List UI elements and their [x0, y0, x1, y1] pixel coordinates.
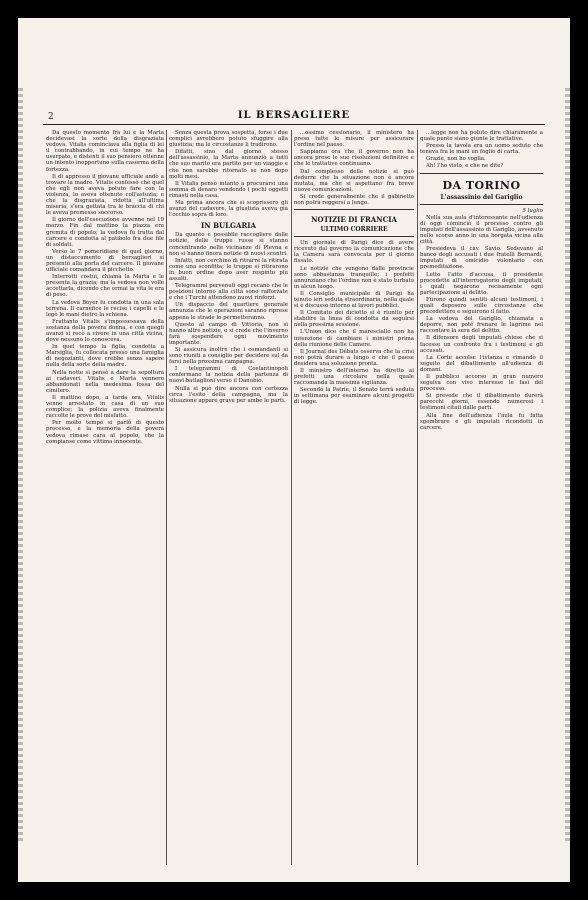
article-paragraph: Da questo momento fra lui e la Marta decidevasi la sorte della disgraziata vedova. Vitalis cominciava alla figlia di lei il contrabbando, in cui tempo ne ha usurpato, e distenti il suo pensiero ottenne un intento inopportuno sulla caserma della fortezza. — [46, 130, 164, 173]
article-paragraph: Sappiamo ora che il governo non ha ancora prese le sue risoluzioni definitive e che le trattative continuano. — [294, 149, 414, 168]
article-paragraph: Il Journal des Débats osserva che la crisi non potrà durare a lungo e che il paese desidera una soluzione pronta. — [294, 348, 414, 367]
article-paragraph: Si assicura inoltre che i comandanti si sono riuniti a consiglio per decidere sul da farsi nella prossima campagna. — [169, 347, 288, 366]
article-paragraph: Il Consiglio municipale di Parigi ha tenuto ieri seduta straordinaria, nella quale si è discusso intorno ai lavori pubblici. — [294, 290, 414, 310]
article-paragraph: La vedova del Gariglio, chiamata a deporre, non poté frenare le lagrime nel raccontare la sera del delitto. — [420, 316, 543, 335]
article-paragraph: ...legge non ha potuto dire chiaramente a quale punto siano giunte le trattative. — [420, 130, 543, 143]
article-paragraph: Frattanto Vitalis s'impossessava della sostanza della povera donna, e con quegli avanzi si recò a vivere in una città vicina, dove nessuno lo conosceva. — [46, 318, 164, 344]
article-paragraph: ...ossimo cessionario, il ministero ha preso tutte le misure per assicurare l'ordine nel paese. — [294, 130, 414, 149]
column-1 — [46, 130, 164, 865]
article-paragraph: Alla fine dell'udienza l'aula fu fatta sgombrare e gli imputati ricondotti in carcere. — [420, 412, 543, 431]
section-heading-bulgaria: IN BULGARIA — [201, 221, 256, 231]
article-paragraph: Infatti, non cerchino di ritrarre la ritirata come una sconfitta; le truppe si ritirarono in buon ordine dopo aver respinto più assalti. — [169, 257, 288, 282]
article-paragraph: Presiedeva il cav. Savio. Sedevano al banco degli accusati i due fratelli Bernardi, imputati di omicidio volontario con premeditazione. — [420, 246, 543, 271]
section-subheading-torino: L'assassinio del Gariglio — [440, 193, 523, 201]
article-paragraph: In quel tempo la figlia, condotta a Marsiglia, fu collocata presso una famiglia di negozianti, dove crebbe senza sapere nulla della sorte della madre. — [46, 344, 164, 369]
article-paragraph: Si crede generalmente che il gabinetto non potrà reggersi a lungo. — [294, 193, 414, 207]
article-paragraph: Ma prima ancora che si scoprissero gli avanzi del cadavere, la giustizia aveva già l'occhio sopra di loro. — [169, 200, 288, 219]
article-paragraph: Furono quindi sentiti alcuni testimoni, i quali deposero sulle circostanze che precedettero e seguirono il fatto. — [420, 296, 543, 316]
column-separator — [417, 130, 418, 865]
article-paragraph: Verso le 7 pomeridiane di quel giorno, un distaccamento di bersaglieri si presentò alla porta del carcere. Il giovane ufficiale comandava il picchetto. — [46, 248, 164, 274]
article-paragraph: I telegrammi di Costantinopoli confermano la notizia della partenza di nuovi battaglioni verso il Danubio. — [169, 366, 288, 385]
article-paragraph: Letto l'atto d'accusa, il presidente procedette all'interrogatorio degli imputati, i quali negarono recisamente ogni partecipazione al delitto. — [420, 271, 543, 296]
column-2 — [169, 130, 288, 865]
article-paragraph: Il difensore degli imputati chiese che si facesse un confronto fra i testimoni e gli accusati. — [420, 335, 543, 354]
article-paragraph: Grazie, non ho voglia. — [426, 156, 486, 163]
article-paragraph: Un giornale di Parigi dice di avere ricevuto dal governo la comunicazione che la Camera sarà convocata per il giorno fissato. — [294, 240, 414, 265]
column-3 — [294, 130, 414, 865]
header-rule — [43, 124, 545, 125]
page-number: 2 — [48, 112, 54, 122]
article-paragraph: La vedova Boyer fu condotta in una sala terrena. Il carnefice le recise i capelli e le legò le mani dietro la schiena. — [46, 299, 164, 318]
column-separator — [291, 130, 292, 865]
article-paragraph: Il Comitato dei diciotto si è riunito per stabilire la linea di condotta da seguirsi nella prossima sessione. — [294, 310, 414, 329]
section-frame-francia — [294, 209, 414, 237]
article-paragraph: Difatti, sino dal giorno stesso dell'assassinio, la Marta annunziò a tutti che suo marito era partito per un viaggio e che non sarebbe ritornato se non dopo molti mesi. — [169, 149, 288, 180]
article-paragraph: Un dispaccio del quartiere generale annunzia che le operazioni saranno riprese appena le strade lo permetteranno. — [169, 302, 288, 321]
left-page-edge — [18, 88, 23, 842]
right-page-edge — [565, 88, 570, 842]
dateline: 5 luglio — [522, 207, 543, 214]
article-paragraph: Nella sua aula d'interessante nell'udienza di oggi cominciò il processo contro gli imputati dell'assassinio di Gariglio, avvenuto nello scorso anno in una borgata vicina alla città. — [420, 214, 543, 246]
article-paragraph: Ah! l'ho visto, e che ne dite? — [426, 163, 504, 170]
article-paragraph: Dal complesso delle notizie si può dedurre che la situazione non è ancora mutata, ma che si aspettano fra breve nuove comunicazioni. — [294, 168, 414, 193]
article-paragraph: La Corte accolse l'istanza e rimandò il seguito del dibattimento all'udienza di domani. — [420, 354, 543, 373]
column-4 — [420, 130, 543, 865]
section-heading-francia: NOTIZIE DI FRANCIA — [311, 215, 397, 225]
article-paragraph: Presso la tavola era un uomo seduto che teneva fra le mani un foglio di carta. — [420, 143, 543, 156]
article-paragraph: Il Vitalis pensò intanto a procurarsi una somma di denaro vendendo i pochi oggetti rimasti nella casa. — [169, 180, 288, 199]
section-subheading-francia: ULTIMO CORRIERE — [320, 226, 388, 234]
article-paragraph: Secondo la Patrie, il Senato terrà seduta in settimana per esaminare alcuni progetti di legge. — [294, 387, 414, 406]
article-paragraph: Nulla si può dire ancora con certezza circa l'esito della campagna, ma la situazione appare grave per ambe le parti. — [169, 385, 288, 404]
newspaper-page — [18, 18, 570, 882]
article-paragraph: L'Union dice che il maresciallo non ha intenzione di cambiare i ministri prima della riunione delle Camere. — [294, 329, 414, 348]
article-paragraph: Da quanto è possibile raccogliere dalle notizie, delle truppe russe si stanno concentrando nelle vicinanze di Plevna e non si hanno finora notizie di nuovi scontri. — [169, 232, 288, 257]
article-paragraph: Il pubblico accorso in gran numero seguiva con vivo interesse le fasi del processo. — [420, 374, 543, 393]
article-paragraph: Il ministro dell'interno ha diretto ai prefetti una circolare nella quale raccomanda la massima vigilanza. — [294, 368, 414, 387]
article-paragraph: Si prevede che il dibattimento durerà parecchi giorni, essendo numerosi i testimoni citati dalle parti. — [420, 393, 543, 412]
article-paragraph: Telegrammi pervenuti oggi recano che le posizioni intorno alla città sono rafforzate e che i Turchi attendono nuovi rinforzi. — [169, 283, 288, 302]
masthead — [18, 18, 570, 130]
article-paragraph: Questo al campo di Vittoria, non si hanno altre notizie, e si crede che l'inverno farà sospendere ogni movimento importante. — [169, 321, 288, 346]
article-paragraph: Il giorno dell'esecuzione avvenne nel 19 marzo. Fin dal mattino la piazza era gremita di popolo; la vedova fu tratta dal carcere e condotta al patibolo fra due file di soldati. — [46, 217, 164, 248]
article-paragraph: Il di appresso il giovane ufficiale andò a trovare la madre. Vitalis confessò che quel che egli non aveva potuto fare con la violenza, lo aveva ottenuto coll'astuzia; e che la disgraziata, ridotta all'ultima miseria, s'era gettata tra le braccia di chi le aveva promesso soccorso. — [46, 173, 164, 217]
article-paragraph: Le notizie che vengono dalle provincie sono abbastanza tranquille; i prefetti annunziano che l'ordine non è stato turbato in alcun luogo. — [294, 265, 414, 290]
article-paragraph: Senza questa prova sospetta, forse i due complici avrebbero potuto sfuggire alla giustizia; ma le circostanze li tradirono. — [169, 130, 288, 149]
newspaper-title: IL BERSAGLIERE — [237, 110, 351, 121]
article-paragraph: Il mattino dopo, a tarda ora, Vitalis venne arrestato in casa di un suo complice; la polizia aveva finalmente raccolte le prove del misfatto. — [46, 394, 164, 420]
column-separator — [166, 130, 167, 865]
article-paragraph: Per molto tempo si parlò di questo processo, e la memoria della povera vedova rimase cara al popolo, che la compianse come vittima innocente. — [46, 420, 164, 445]
section-heading-torino: DA TORINO — [442, 178, 521, 192]
section-frame-torino — [420, 173, 543, 205]
article-paragraph: Interrotti costui, chiama la Marta e le presenta la grazia; ma la vedova non volle accettarla, dicendo che ormai la vita le era di peso. — [46, 274, 164, 299]
article-paragraph: Nella notte si pensò a dare la sepoltura ai cadaveri. Vitalis e Marta vennero abbandonati nella medesima fossa del cimitero. — [46, 369, 164, 394]
